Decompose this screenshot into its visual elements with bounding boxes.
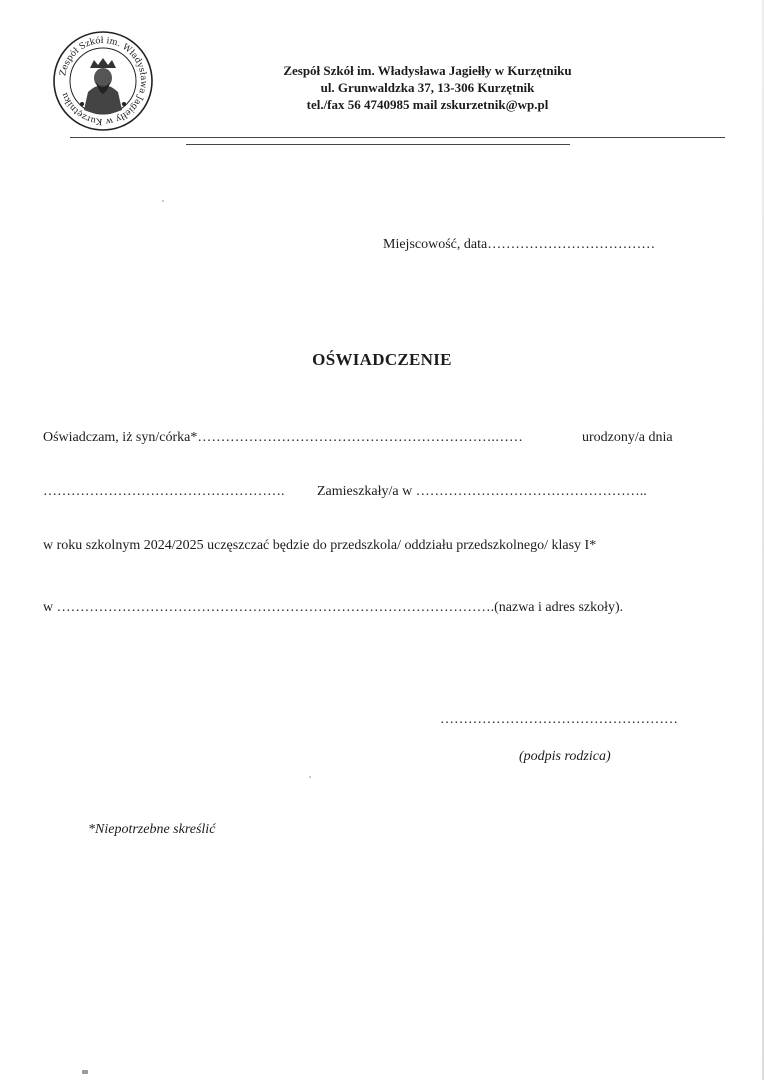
letterhead-school-name: Zespół Szkół im. Władysława Jagiełły w Kurzętniku [283,63,572,78]
scan-speck [162,200,164,202]
scan-speck [82,1070,88,1074]
residence-field: Zamieszkały/a w ………………………………………….. [317,484,647,499]
scan-speck [309,776,311,778]
letterhead-rule-bottom [186,144,570,145]
birth-date-label: urodzony/a dnia [582,430,673,445]
school-seal-logo [52,30,154,132]
birth-date-field: ……………………………………………. [43,484,285,499]
svg-text:Zespół Szkół im. Władysława Ja: Zespół Szkół im. Władysława Jagiełły w Kurzętniku [58,35,149,127]
footnote: *Niepotrzebne skreślić [88,822,216,837]
school-year-statement: w roku szkolnym 2024/2025 uczęszczać będzie do przedszkola/ oddziału przedszkolnego/ klasy I* [43,538,597,553]
signature-caption: (podpis rodzica) [519,749,611,764]
school-name-address-field: w ………………………………………………………………………………….(nazwa i adres szkoły). [43,600,624,615]
letterhead-contact: tel./fax 56 4740985 mail zskurzetnik@wp.pl [306,97,549,112]
place-date-field: Miejscowość, data……………………………… [383,237,656,252]
signature-line: …………………………………………… [440,712,678,727]
child-name-field: Oświadczam, iż syn/córka*……………………………………………………….…… [43,430,523,445]
letterhead-address: ul. Grunwaldzka 37, 13-306 Kurzętnik [320,80,535,95]
letterhead-rule-top [70,137,725,138]
document-title: OŚWIADCZENIE [312,350,452,369]
